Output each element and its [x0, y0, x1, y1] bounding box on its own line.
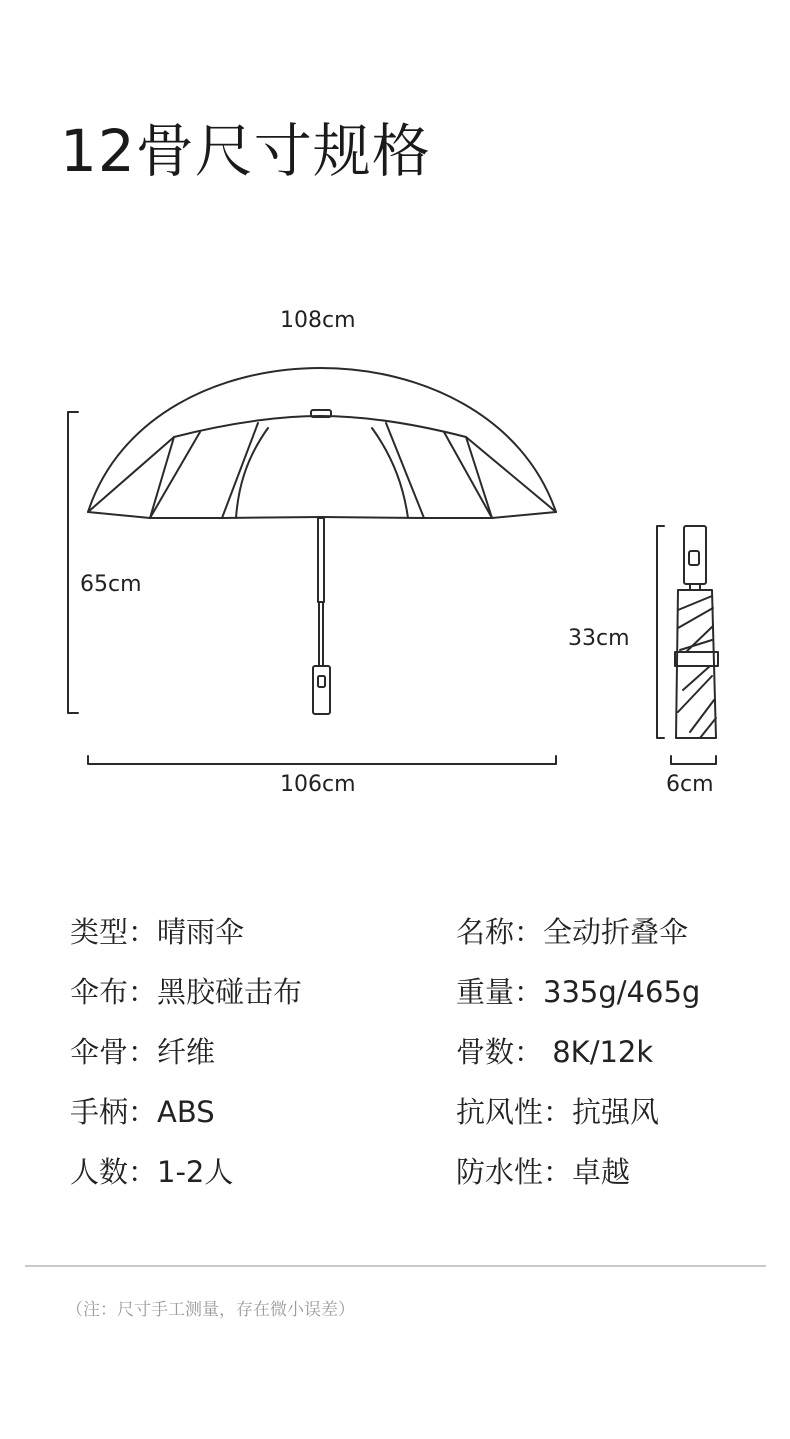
- spec-column-right: [456, 910, 700, 1210]
- spec-row-name: [456, 910, 700, 970]
- spec-value: 335g/465g: [543, 975, 701, 1009]
- spec-row-weight: [456, 970, 700, 1030]
- folded-fold-line: [678, 608, 713, 628]
- spec-value: 8K/12k: [543, 1035, 654, 1069]
- spec-key: 抗风性：: [456, 1095, 573, 1129]
- arc-length-label: 108cm: [280, 308, 356, 333]
- spec-row-fabric: [70, 970, 302, 1030]
- folded-width-bracket: [671, 756, 716, 764]
- folded-fold-line: [700, 718, 716, 738]
- spec-key: 名称：: [456, 915, 544, 949]
- canopy-rib: [150, 437, 174, 518]
- folded-height-bracket: [657, 526, 664, 738]
- folded-height-label: 33cm: [568, 626, 630, 651]
- spec-value: ABS: [157, 1095, 215, 1129]
- spec-key: 伞布：: [70, 975, 158, 1009]
- folded-body: [676, 590, 716, 738]
- page-title: 12骨尺寸规格: [60, 117, 431, 185]
- open-height-label: 65cm: [80, 572, 142, 597]
- spec-row-frame: [70, 1030, 302, 1090]
- spec-row-ribs: [456, 1030, 700, 1090]
- spec-key: 手柄：: [70, 1095, 158, 1129]
- folded-fold-line: [686, 626, 713, 652]
- spec-key: 伞骨：: [70, 1035, 158, 1069]
- spec-value: 纤维: [157, 1035, 216, 1069]
- spec-row-capacity: [70, 1150, 302, 1210]
- width-bracket: [88, 756, 556, 764]
- spec-row-handle: [70, 1090, 302, 1150]
- umbrella-handle: [313, 666, 330, 714]
- handle-button: [318, 676, 325, 687]
- umbrella-shaft: [318, 518, 324, 602]
- spec-value: 抗强风: [572, 1095, 660, 1129]
- measurement-note: （注：尺寸手工测量，存在微小误差）: [66, 1300, 355, 1320]
- spec-row-waterproof: [456, 1150, 700, 1210]
- spec-column-left: [70, 910, 302, 1210]
- spec-key: 骨数：: [456, 1035, 544, 1069]
- umbrella-shaft-lower: [319, 602, 323, 666]
- spec-value: 黑胶碰击布: [157, 975, 303, 1009]
- spec-key: 重量：: [456, 975, 544, 1009]
- height-bracket: [68, 412, 78, 713]
- folded-fold-line: [678, 676, 712, 712]
- spec-key: 人数：: [70, 1155, 158, 1189]
- spec-value: 全动折叠伞: [543, 915, 689, 949]
- canopy-rib: [372, 428, 408, 518]
- canopy-rib: [222, 423, 258, 518]
- folded-handle: [684, 526, 706, 584]
- folded-fold-line: [678, 596, 712, 610]
- divider: [25, 1265, 766, 1267]
- open-width-label: 106cm: [280, 772, 356, 797]
- spec-row-wind-resistance: [456, 1090, 700, 1150]
- canopy-rib: [150, 432, 200, 518]
- spec-key: 类型：: [70, 915, 158, 949]
- folded-strap: [675, 652, 718, 666]
- spec-value: 卓越: [572, 1155, 631, 1189]
- folded-fold-line: [683, 666, 710, 690]
- folded-handle-button: [689, 551, 699, 565]
- folded-fold-line: [690, 700, 714, 732]
- spec-value: 晴雨伞: [157, 915, 245, 949]
- spec-value: 1-2人: [157, 1155, 234, 1189]
- spec-key: 防水性：: [456, 1155, 573, 1189]
- spec-row-type: [70, 910, 302, 970]
- folded-width-label: 6cm: [666, 772, 714, 797]
